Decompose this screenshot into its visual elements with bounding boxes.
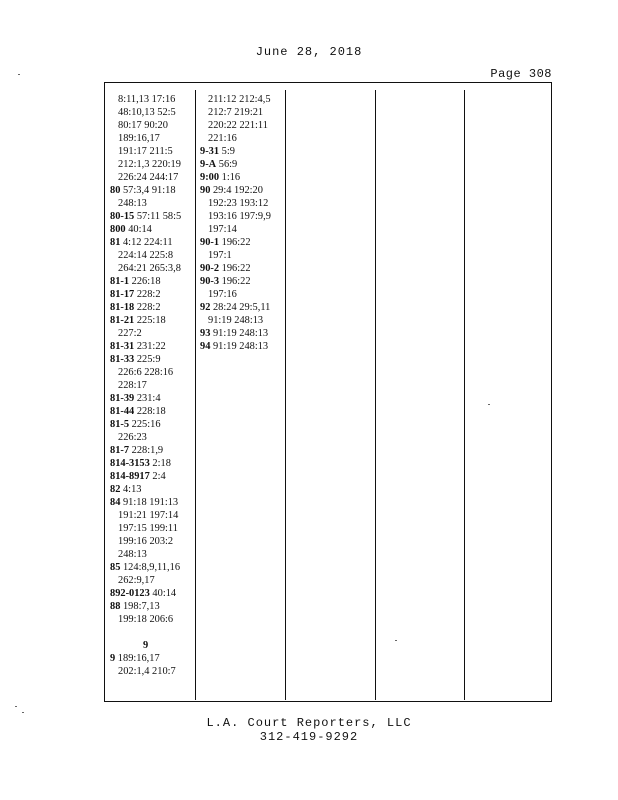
index-refs: 196:22 bbox=[219, 263, 251, 274]
index-term: 81-21 bbox=[110, 315, 135, 326]
index-refs: 226:18 bbox=[129, 276, 161, 287]
index-continuation: 191:17 211:5 bbox=[118, 146, 173, 157]
index-refs: 40:14 bbox=[149, 588, 177, 599]
index-entry bbox=[200, 340, 271, 353]
index-entry bbox=[110, 353, 181, 366]
header-date: June 28, 2018 bbox=[255, 45, 363, 59]
index-entry bbox=[110, 587, 181, 600]
footer bbox=[0, 716, 618, 744]
index-entry bbox=[110, 405, 181, 418]
index-term: 90 bbox=[200, 185, 211, 196]
index-continuation: 220:22 221:11 bbox=[208, 120, 268, 131]
index-entry bbox=[110, 470, 181, 483]
index-refs: 225:16 bbox=[129, 419, 161, 430]
index-spacer bbox=[110, 626, 181, 639]
index-term: 892-0123 bbox=[110, 588, 150, 599]
page-number: Page 308 bbox=[490, 67, 552, 81]
index-refs: 228:2 bbox=[134, 289, 161, 300]
index-refs: 40:14 bbox=[125, 224, 152, 235]
index-refs: 57:11 58:5 bbox=[134, 211, 182, 222]
index-entry bbox=[110, 314, 181, 327]
index-refs: 228:18 bbox=[134, 406, 166, 417]
index-continuation: 91:19 248:13 bbox=[208, 315, 264, 326]
index-continuation: 48:10,13 52:5 bbox=[118, 107, 176, 118]
footer-company: L.A. Court Reporters, LLC bbox=[206, 716, 412, 730]
index-term: 814-3153 bbox=[110, 458, 150, 469]
index-term: 814-8917 bbox=[110, 471, 150, 482]
index-entry bbox=[110, 444, 181, 457]
index-entry bbox=[110, 184, 181, 197]
index-continuation: 80:17 90:20 bbox=[118, 120, 168, 131]
index-entry bbox=[110, 223, 181, 236]
index-continuation: 226:24 244:17 bbox=[118, 172, 179, 183]
index-term: 9-31 bbox=[200, 146, 220, 157]
index-entry bbox=[110, 600, 181, 613]
index-entry bbox=[200, 262, 271, 275]
index-entry bbox=[110, 418, 181, 431]
index-entry bbox=[200, 171, 271, 184]
index-continuation: 226:6 228:16 bbox=[118, 367, 174, 378]
index-term: 93 bbox=[200, 328, 211, 339]
index-refs: 225:9 bbox=[134, 354, 161, 365]
index-refs: 29:4 192:20 bbox=[210, 185, 263, 196]
index-entry bbox=[200, 158, 271, 171]
index-term: 81-5 bbox=[110, 419, 130, 430]
index-continuation: 8:11,13 17:16 bbox=[118, 94, 176, 105]
index-refs: 198:7,13 bbox=[120, 601, 160, 612]
column-divider-1 bbox=[195, 90, 196, 700]
index-term: 80-15 bbox=[110, 211, 135, 222]
index-entry bbox=[110, 392, 181, 405]
index-term: 9:00 bbox=[200, 172, 220, 183]
index-continuation: 227:2 bbox=[118, 328, 142, 339]
index-continuation: 224:14 225:8 bbox=[118, 250, 174, 261]
index-term: 81-1 bbox=[110, 276, 130, 287]
index-continuation: 199:16 203:2 bbox=[118, 536, 174, 547]
index-continuation: 212:1,3 220:19 bbox=[118, 159, 181, 170]
index-entry bbox=[110, 210, 181, 223]
index-entry bbox=[200, 184, 271, 197]
index-term: 92 bbox=[200, 302, 211, 313]
index-continuation: 221:16 bbox=[208, 133, 237, 144]
index-refs: 228:1,9 bbox=[129, 445, 164, 456]
index-term: 90-1 bbox=[200, 237, 220, 248]
index-term: 9-A bbox=[200, 159, 217, 170]
index-continuation: 248:13 bbox=[118, 549, 147, 560]
index-term: 81-33 bbox=[110, 354, 135, 365]
index-refs: 2:18 bbox=[149, 458, 171, 469]
index-continuation: 193:16 197:9,9 bbox=[208, 211, 271, 222]
index-refs: 5:9 bbox=[219, 146, 235, 157]
index-continuation: 264:21 265:3,8 bbox=[118, 263, 181, 274]
index-continuation: 197:1 bbox=[208, 250, 232, 261]
index-entry bbox=[200, 301, 271, 314]
index-entry bbox=[200, 275, 271, 288]
index-term: 94 bbox=[200, 341, 211, 352]
index-column-1 bbox=[110, 93, 181, 678]
index-refs: 4:12 224:11 bbox=[120, 237, 173, 248]
index-refs: 91:19 248:13 bbox=[210, 341, 269, 352]
index-term: 82 bbox=[110, 484, 121, 495]
index-entry bbox=[110, 652, 181, 665]
index-refs: 189:16,17 bbox=[115, 653, 160, 664]
index-continuation: 197:16 bbox=[208, 289, 237, 300]
index-refs: 228:2 bbox=[134, 302, 161, 313]
index-continuation: 212:7 219:21 bbox=[208, 107, 264, 118]
index-continuation: 199:18 206:6 bbox=[118, 614, 174, 625]
index-refs: 91:19 248:13 bbox=[210, 328, 269, 339]
index-term: 9 bbox=[110, 653, 116, 664]
index-term: 81-44 bbox=[110, 406, 135, 417]
index-continuation: 248:13 bbox=[118, 198, 147, 209]
index-refs: 2:4 bbox=[149, 471, 166, 482]
index-entry bbox=[200, 236, 271, 249]
footer-phone: 312-419-9292 bbox=[259, 730, 359, 744]
index-continuation: 228:17 bbox=[118, 380, 147, 391]
index-continuation: 202:1,4 210:7 bbox=[118, 666, 176, 677]
index-entry bbox=[110, 236, 181, 249]
index-term: 85 bbox=[110, 562, 121, 573]
index-entry bbox=[110, 288, 181, 301]
index-refs: 28:24 29:5,11 bbox=[210, 302, 271, 313]
index-entry bbox=[110, 340, 181, 353]
index-term: 81-39 bbox=[110, 393, 135, 404]
index-continuation: 189:16,17 bbox=[118, 133, 160, 144]
index-continuation: 262:9,17 bbox=[118, 575, 155, 586]
index-term: 80 bbox=[110, 185, 121, 196]
index-refs: 57:3,4 91:18 bbox=[120, 185, 176, 196]
column-divider-4 bbox=[464, 90, 465, 700]
index-term: 84 bbox=[110, 497, 121, 508]
index-refs: 231:22 bbox=[134, 341, 166, 352]
column-divider-2 bbox=[285, 90, 286, 700]
index-refs: 196:22 bbox=[219, 276, 251, 287]
index-refs: 91:18 191:13 bbox=[120, 497, 179, 508]
column-divider-3 bbox=[375, 90, 376, 700]
index-refs: 1:16 bbox=[219, 172, 241, 183]
index-continuation: 191:21 197:14 bbox=[118, 510, 179, 521]
index-term: 90-3 bbox=[200, 276, 220, 287]
index-continuation: 197:14 bbox=[208, 224, 237, 235]
index-continuation: 192:23 193:12 bbox=[208, 198, 269, 209]
index-entry bbox=[110, 561, 181, 574]
index-entry bbox=[200, 327, 271, 340]
index-entry bbox=[110, 275, 181, 288]
index-entry bbox=[110, 457, 181, 470]
index-term: 81 bbox=[110, 237, 121, 248]
index-entry bbox=[110, 496, 181, 509]
index-term: 81-17 bbox=[110, 289, 135, 300]
index-refs: 196:22 bbox=[219, 237, 251, 248]
index-entry bbox=[200, 145, 271, 158]
index-entry bbox=[110, 301, 181, 314]
index-term: 81-18 bbox=[110, 302, 135, 313]
index-entry bbox=[110, 483, 181, 496]
index-refs: 225:18 bbox=[134, 315, 166, 326]
index-term: 81-7 bbox=[110, 445, 130, 456]
index-continuation: 197:15 199:11 bbox=[118, 523, 178, 534]
index-term: 88 bbox=[110, 601, 121, 612]
index-term: 81-31 bbox=[110, 341, 135, 352]
index-refs: 56:9 bbox=[216, 159, 238, 170]
index-refs: 231:4 bbox=[134, 393, 161, 404]
index-continuation: 226:23 bbox=[118, 432, 147, 443]
index-refs: 124:8,9,11,16 bbox=[120, 562, 181, 573]
index-refs: 4:13 bbox=[120, 484, 142, 495]
index-term: 90-2 bbox=[200, 263, 220, 274]
index-section-heading: 9 bbox=[143, 640, 149, 651]
index-continuation: 211:12 212:4,5 bbox=[208, 94, 271, 105]
index-column-2 bbox=[200, 93, 271, 353]
index-term: 800 bbox=[110, 224, 126, 235]
